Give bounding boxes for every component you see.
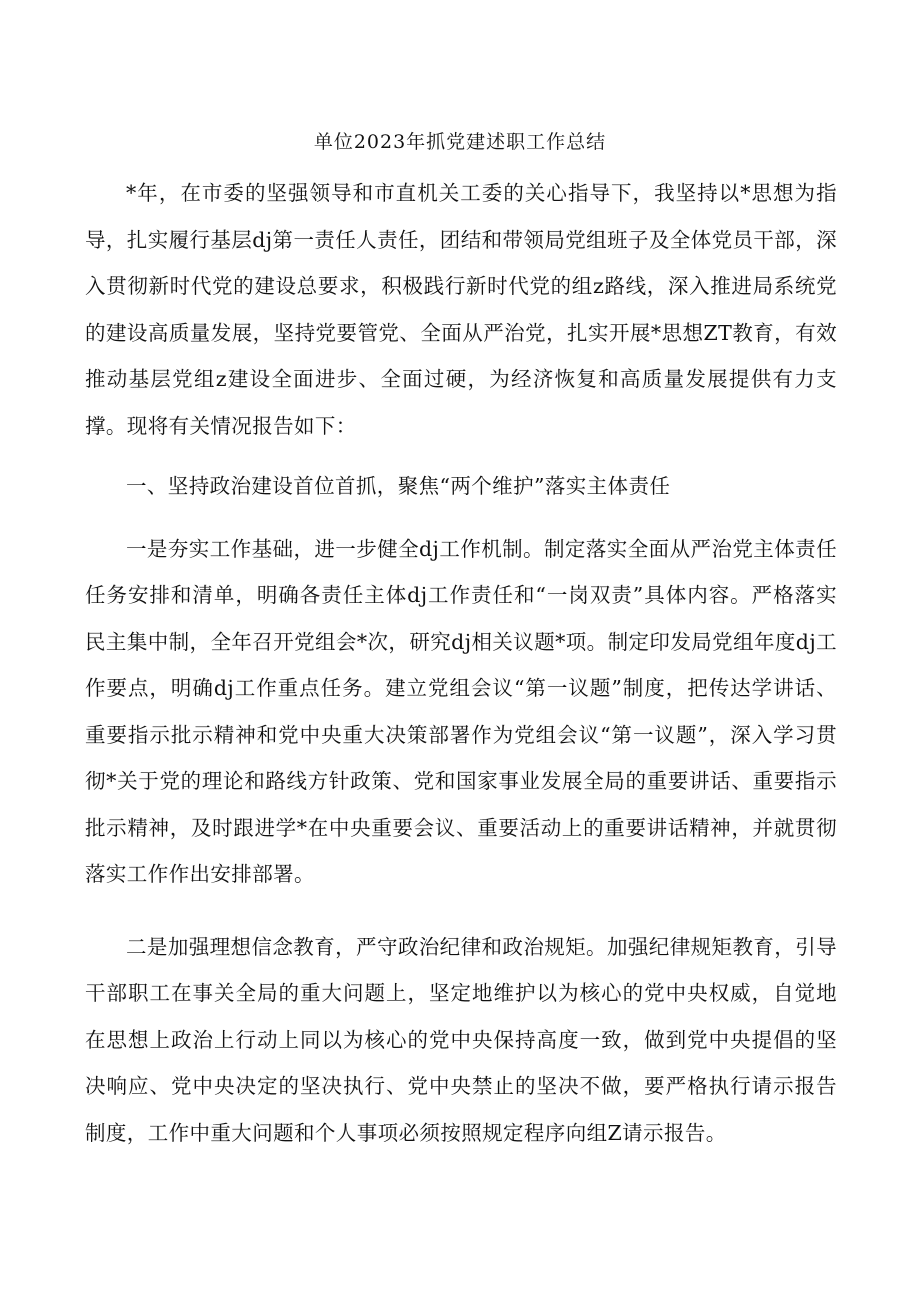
paragraph-1: 一是夯实工作基础，进一步健全dj工作机制。制定落实全面从严治党主体责任任务安排和清单，明确各责任主体dj工作责任和“一岗双责”具体内容。严格落实民主集中制，全年召开党组会*次，研究dj相关议题*项。制定印发局党组年度dj工作要点，明确dj工作重点任务。建立党组会议“第一议题”制度，把传达学讲话、重要指示批示精神和党中央重大决策部署作为党组会议“第一议题”，深入学习贯彻*关于党的理论和路线方针政策、党和国家事业发展全局的重要讲话、重要指示批示精神，及时跟进学*在中央重要会议、重要活动上的重要讲话精神，并就贯彻落实工作作出安排部署。 bbox=[85, 536, 837, 886]
paragraph-2: 二是加强理想信念教育，严守政治纪律和政治规矩。加强纪律规矩教育，引导干部职工在事关全局的重大问题上，坚定地维护以为核心的党中央权威，自觉地在思想上政治上行动上同以为核心的党中央保持高度一致，做到党中央提倡的坚决响应、党中央决定的坚决执行、党中央禁止的坚决不做，要严格执行请示报告制度，工作中重大问题和个人事项必须按照规定程序向组Z请示报告。 bbox=[85, 934, 837, 1145]
section-heading-1: 一、坚持政治建设首位首抓，聚焦“两个维护”落实主体责任 bbox=[126, 474, 671, 498]
document-body bbox=[85, 170, 837, 1156]
intro-paragraph: *年，在市委的坚强领导和市直机关工委的关心指导下，我坚持以*思想为指导，扎实履行基层dj第一责任人责任，团结和带领局党组班子及全体党员干部，深入贯彻新时代党的建设总要求，积极践行新时代党的组z路线，深入推进局系统党的建设高质量发展，坚持党要管党、全面从严治党，扎实开展*思想ZT教育，有效推动基层党组z建设全面进步、全面过硬，为经济恢复和高质量发展提供有力支撑。现将有关情况报告如下： bbox=[85, 181, 837, 438]
document-title: 单位2023年抓党建述职工作总结 bbox=[313, 131, 607, 153]
